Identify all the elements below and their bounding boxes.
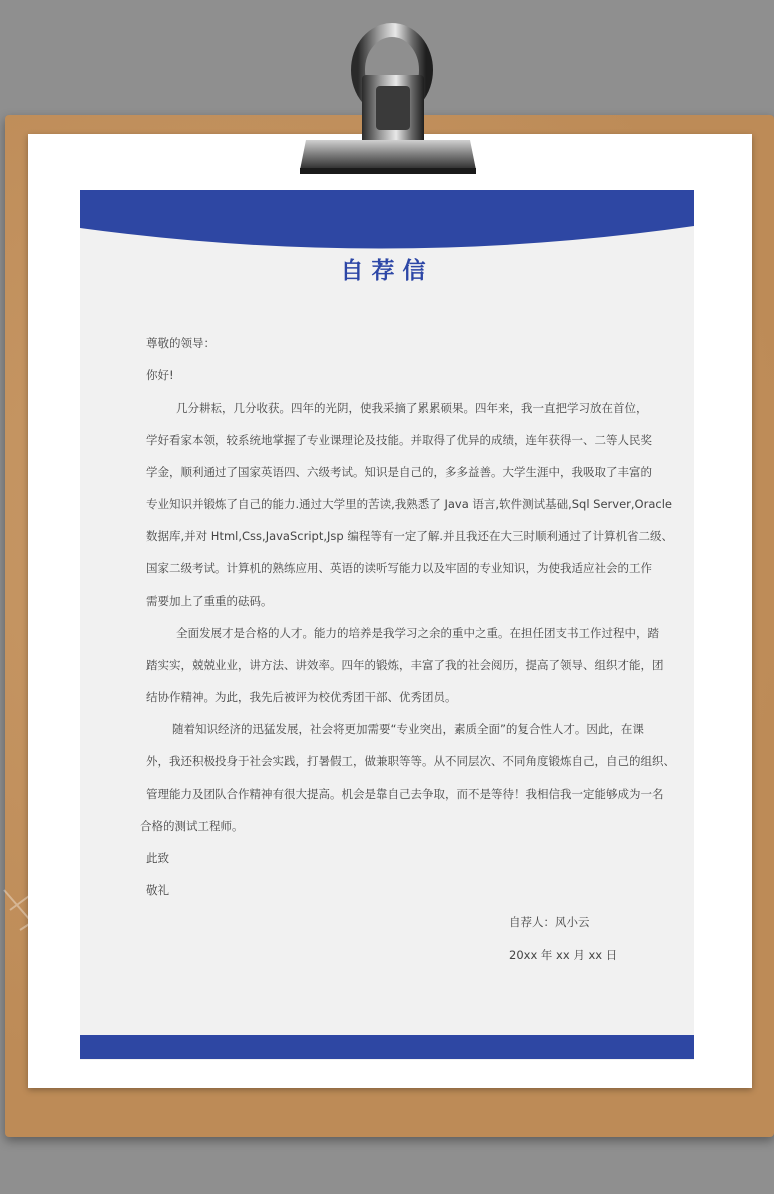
binder-clip-icon (292, 20, 482, 180)
greeting: 你好! (146, 368, 174, 382)
paragraph1-line: 学金，顺利通过了国家英语四、六级考试。知识是自己的，多多益善。大学生涯中，我吸取了丰富的 (146, 465, 652, 479)
salutation: 尊敬的领导： (146, 336, 215, 350)
watermark-graphic (0, 880, 70, 940)
paragraph3-line: 管理能力及团队合作精神有很大提高。机会是靠自己去争取，而不是等待！我相信我一定能够成为一名 (146, 787, 664, 801)
signature: 自荐人：风小云 (509, 915, 590, 929)
paragraph1-line: 数据库,并对 Html,Css,JavaScript,Jsp 编程等有一定了解.并且我还在大三时顺利通过了计算机省二级、 (146, 529, 673, 543)
date: 20xx 年 xx 月 xx 日 (509, 948, 618, 962)
letter-title: 自荐信 (340, 258, 434, 284)
paragraph1-line: 学好看家本领，较系统地掌握了专业课理论及技能。并取得了优异的成绩，连年获得一、二等人民奖 (146, 433, 652, 447)
letter-page (80, 190, 694, 1060)
paragraph2-line: 全面发展才是合格的人才。能力的培养是我学习之余的重中之重。在担任团支书工作过程中，踏 (176, 626, 659, 640)
header-band (80, 190, 694, 256)
paragraph1-line: 国家二级考试。计算机的熟练应用、英语的读听写能力以及牢固的专业知识，为使我适应社会的工作 (146, 561, 652, 575)
paragraph2-line: 踏实实，兢兢业业，讲方法、讲效率。四年的锻炼，丰富了我的社会阅历，提高了领导、组织才能，团 (146, 658, 664, 672)
closing-line: 此致 (146, 851, 169, 865)
paragraph3-line: 外，我还积极投身于社会实践，打暑假工，做兼职等等。从不同层次、不同角度锻炼自己，自己的组织、 (146, 754, 675, 768)
paragraph3-line: 随着知识经济的迅猛发展，社会将更加需要“专业突出，素质全面”的复合性人才。因此，在课 (172, 722, 644, 736)
paragraph3-line: 合格的测试工程师。 (140, 819, 244, 833)
paragraph1-line: 几分耕耘，几分收获。四年的光阴，使我采摘了累累硕果。四年来，我一直把学习放在首位， (176, 401, 648, 415)
footer-band (80, 1035, 694, 1059)
closing-line: 敬礼 (146, 883, 169, 897)
paragraph2-line: 结协作精神。为此，我先后被评为校优秀团干部、优秀团员。 (146, 690, 457, 704)
paragraph1-line: 专业知识并锻炼了自己的能力.通过大学里的苦读,我熟悉了 Java 语言,软件测试基础,Sql Server,Oracle (146, 497, 672, 511)
paragraph1-line: 需要加上了重重的砝码。 (146, 594, 273, 608)
